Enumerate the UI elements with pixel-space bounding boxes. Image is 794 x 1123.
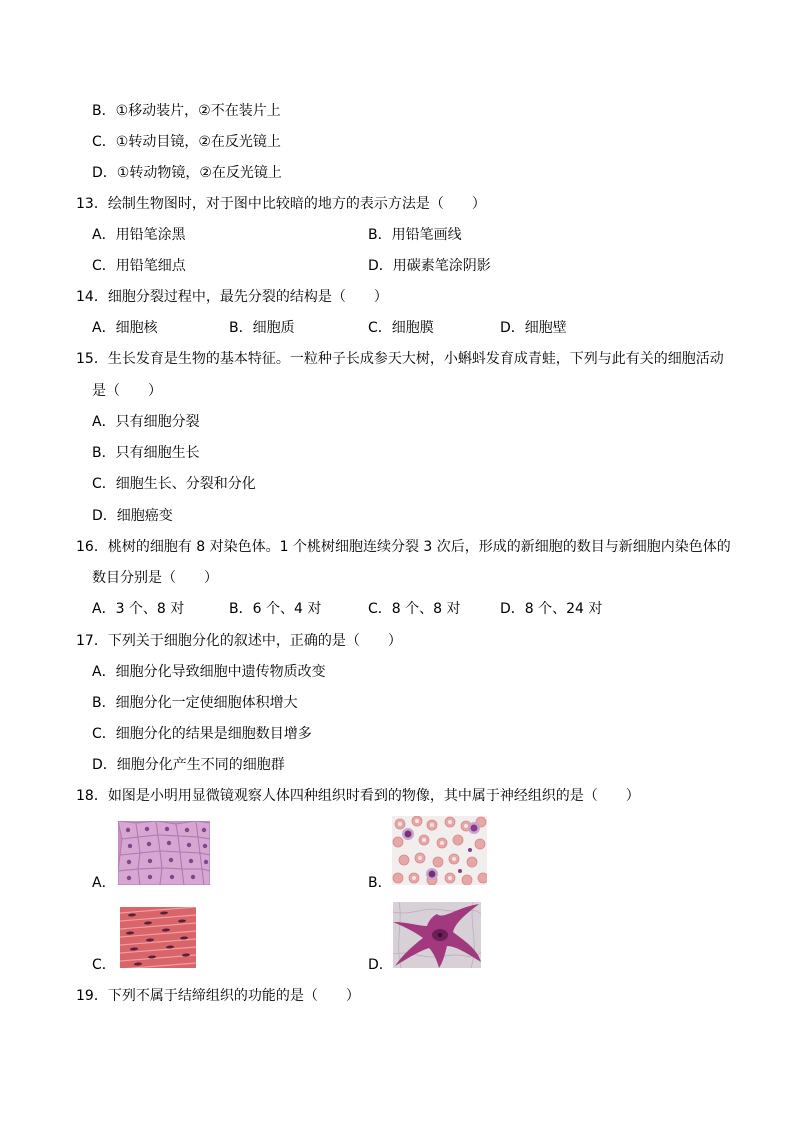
- muscle-tissue-graphic: [120, 907, 196, 968]
- epithelial-tissue-graphic: [118, 821, 210, 885]
- q14-option-d: D．细胞壁: [500, 320, 567, 336]
- q15-stem-line2: 是（ ）: [92, 383, 162, 399]
- q13-option-a: A．用铅笔涂黑: [92, 227, 186, 243]
- q15-option-c: C．细胞生长、分裂和分化: [92, 476, 256, 492]
- q14-stem: 14．细胞分裂过程中，最先分裂的结构是（ ）: [76, 289, 388, 305]
- q13-option-b: B．用铅笔画线: [368, 227, 462, 243]
- muscle-tissue-image: [120, 907, 196, 968]
- q12-option-c: C．①转动目镜，②在反光镜上: [92, 134, 281, 150]
- q14-option-b: B．细胞质: [229, 320, 295, 336]
- q14-option-a: A．细胞核: [92, 320, 158, 336]
- epithelial-tissue-image: [118, 821, 210, 885]
- q13-option-d: D．用碳素笔涂阴影: [368, 258, 491, 274]
- q16-option-c: C．8 个、8 对: [368, 601, 461, 617]
- q12-option-d: D．①转动物镜，②在反光镜上: [92, 165, 282, 181]
- q16-option-d: D．8 个、24 对: [500, 601, 603, 617]
- nerve-tissue-graphic: [393, 902, 481, 968]
- q18-stem: 18．如图是小明用显微镜观察人体四种组织时看到的物像，其中属于神经组织的是（ ）: [76, 788, 640, 804]
- q18-option-b-label: B．: [368, 875, 392, 891]
- q15-option-a: A．只有细胞分裂: [92, 414, 200, 430]
- q16-option-a: A．3 个、8 对: [92, 601, 185, 617]
- q16-stem-line2: 数目分别是（ ）: [92, 570, 218, 586]
- q13-stem: 13．绘制生物图时，对于图中比较暗的地方的表示方法是（ ）: [76, 196, 486, 212]
- q17-option-d: D．细胞分化产生不同的细胞群: [92, 757, 285, 773]
- q15-stem-line1: 15．生长发育是生物的基本特征。一粒种子长成参天大树，小蝌蚪发育成青蛙，下列与此有关的细胞活动: [76, 351, 724, 367]
- q17-option-c: C．细胞分化的结果是细胞数目增多: [92, 726, 312, 742]
- q13-option-c: C．用铅笔细点: [92, 258, 186, 274]
- q19-stem: 19．下列不属于结缔组织的功能的是（ ）: [76, 988, 360, 1004]
- q15-option-b: B．只有细胞生长: [92, 445, 200, 461]
- blood-cells-graphic: [392, 816, 487, 885]
- q12-option-b: B．①移动装片，②不在装片上: [92, 103, 281, 119]
- q17-stem: 17．下列关于细胞分化的叙述中，正确的是（ ）: [76, 633, 402, 649]
- blood-cells-image: [392, 816, 487, 885]
- q16-option-b: B．6 个、4 对: [229, 601, 322, 617]
- q15-option-d: D．细胞癌变: [92, 508, 173, 524]
- q18-option-c-label: C．: [92, 957, 116, 973]
- q16-stem-line1: 16．桃树的细胞有 8 对染色体。1 个桃树细胞连续分裂 3 次后，形成的新细胞的数目与新细胞内染色体的: [76, 539, 731, 555]
- q18-option-d-label: D．: [368, 957, 393, 973]
- q17-option-a: A．细胞分化导致细胞中遗传物质改变: [92, 664, 326, 680]
- q18-option-a-label: A．: [92, 875, 116, 891]
- q14-option-c: C．细胞膜: [368, 320, 434, 336]
- nerve-tissue-image: [393, 902, 481, 968]
- q17-option-b: B．细胞分化一定使细胞体积增大: [92, 695, 298, 711]
